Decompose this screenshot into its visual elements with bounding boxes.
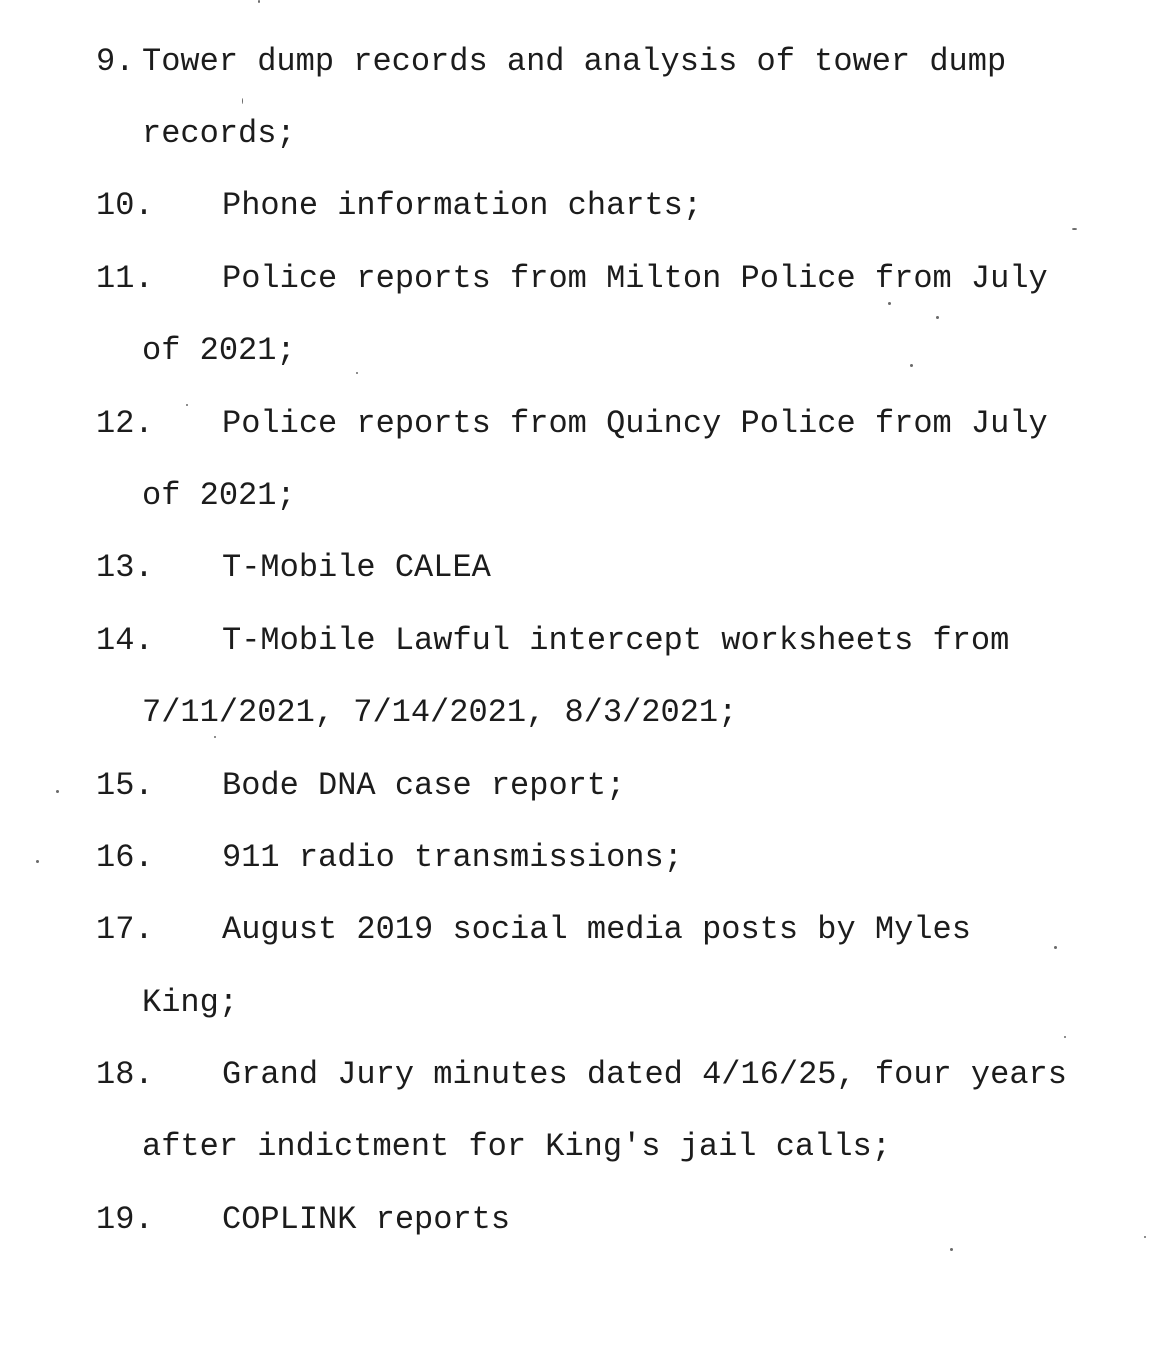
- scan-speck: [950, 1248, 953, 1251]
- list-item-continuation: [0, 983, 239, 1023]
- item-number: 12.: [96, 405, 154, 442]
- item-number: 13.: [96, 549, 154, 586]
- scan-speck: [1064, 1036, 1066, 1038]
- list-item: [0, 404, 1048, 444]
- item-text-continuation: records;: [142, 115, 296, 152]
- item-number: 18.: [96, 1056, 154, 1093]
- scan-speck: [56, 790, 59, 793]
- list-item: [0, 548, 491, 588]
- list-item: [0, 910, 971, 950]
- item-text: COPLINK reports: [222, 1201, 511, 1238]
- item-number: 17.: [96, 911, 154, 948]
- item-number: 19.: [96, 1201, 154, 1238]
- item-text: August 2019 social media posts by Myles: [222, 911, 971, 948]
- item-number: 15.: [96, 767, 154, 804]
- item-text: Bode DNA case report;: [222, 767, 626, 804]
- list-item-continuation: [0, 1127, 891, 1167]
- item-text-continuation: after indictment for King's jail calls;: [142, 1128, 891, 1165]
- scan-speck: [1072, 228, 1077, 230]
- item-text: T-Mobile Lawful intercept worksheets from: [222, 622, 1010, 659]
- list-item-continuation: [0, 331, 296, 371]
- item-text: Phone information charts;: [222, 187, 703, 224]
- item-text: Grand Jury minutes dated 4/16/25, four years: [222, 1056, 1067, 1093]
- list-item: [0, 259, 1048, 299]
- item-text: T-Mobile CALEA: [222, 549, 491, 586]
- scan-speck: [214, 736, 216, 738]
- item-number: 10.: [96, 187, 154, 224]
- list-item-continuation: [0, 114, 296, 154]
- list-item: [0, 766, 626, 806]
- item-text-continuation: 7/11/2021, 7/14/2021, 8/3/2021;: [142, 694, 738, 731]
- item-text-continuation: of 2021;: [142, 332, 296, 369]
- item-text-continuation: King;: [142, 984, 239, 1021]
- scan-speck: [936, 316, 939, 319]
- item-number: 14.: [96, 622, 154, 659]
- list-item: [0, 1200, 511, 1240]
- item-number: 9.: [96, 43, 135, 80]
- scan-speck: [242, 98, 243, 104]
- scan-speck: [356, 372, 358, 374]
- item-text: 911 radio transmissions;: [222, 839, 683, 876]
- scan-speck: [36, 860, 39, 863]
- item-text: Police reports from Quincy Police from July: [222, 405, 1048, 442]
- item-text-continuation: of 2021;: [142, 477, 296, 514]
- item-text: Tower dump records and analysis of tower dump: [142, 43, 1007, 80]
- scan-speck: [258, 0, 260, 3]
- scan-speck: [910, 364, 913, 367]
- scan-speck: [186, 404, 188, 406]
- list-item-continuation: [0, 476, 296, 516]
- list-item: [0, 838, 683, 878]
- list-item-continuation: [0, 693, 738, 733]
- list-item: [0, 42, 1007, 82]
- scan-speck: [1054, 946, 1057, 949]
- item-number: 16.: [96, 839, 154, 876]
- list-item: [0, 1055, 1067, 1095]
- scan-speck: [888, 302, 891, 305]
- scan-speck: [1144, 1236, 1146, 1238]
- list-item: [0, 621, 1010, 661]
- item-number: 11.: [96, 260, 154, 297]
- item-text: Police reports from Milton Police from July: [222, 260, 1048, 297]
- list-item: [0, 186, 703, 226]
